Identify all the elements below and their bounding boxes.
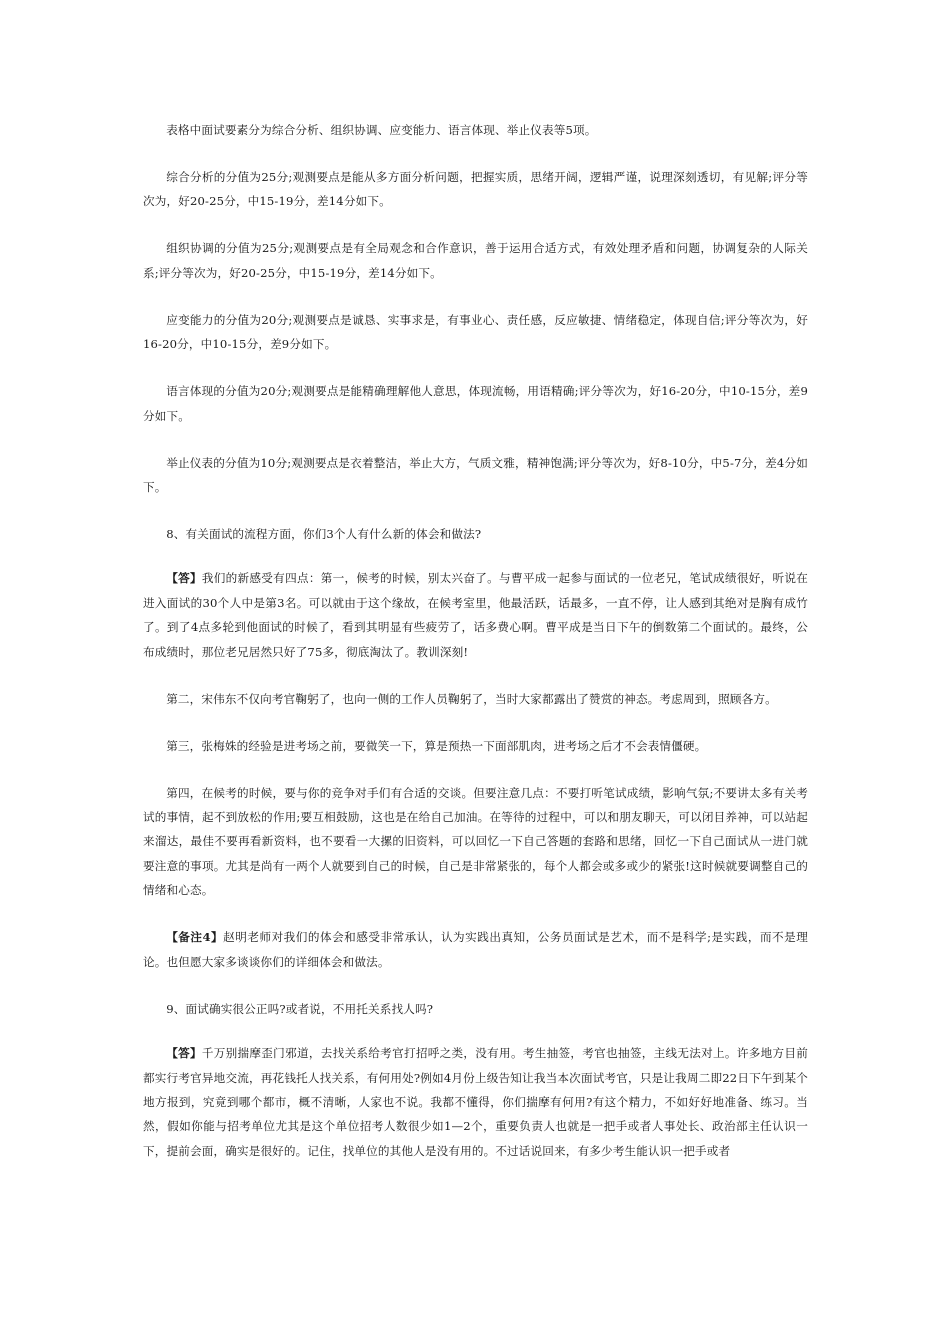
- paragraph-adaptability: 应变能力的分值为20分;观测要点是诚恳、实事求是，有事业心、责任感，反应敏捷、情绪稳定，体现自信;评分等次为，好16-20分，中10-15分，差9分如下。: [143, 312, 808, 352]
- answer-8-second-point: 第二，宋伟东不仅向考官鞠躬了，也向一侧的工作人员鞠躬了，当时大家都露出了赞赏的神态。考虑周到，照顾各方。: [166, 691, 777, 706]
- paragraph-demeanor: 举止仪表的分值为10分;观测要点是衣着整洁，举止大方，气质文雅，精神饱满;评分等次为，好8-10分，中5-7分，差4分如下。: [143, 455, 808, 495]
- answer-8-third-point: 第三，张梅姝的经验是进考场之前，要微笑一下，算是预热一下面部肌肉，进考场之后才不会表情僵硬。: [166, 738, 707, 753]
- answer-tag: 【答】: [166, 1046, 202, 1061]
- question-8: 8、有关面试的流程方面，你们3个人有什么新的体会和做法?: [166, 527, 482, 542]
- answer-8-first-point: 【答】我们的新感受有四点：第一，候考的时候，别太兴奋了。与曹平成一起参与面试的一位老兄，笔试成绩很好，听说在进入面试的30个人中是第3名。可以就由于这个缘故，在候考室里，他最活跃，话最多，一直不停，让人感到其绝对是胸有成竹了。到了4点多轮到他面试的时候了，看到其明显有些疲劳了，话多费心啊。曹平成是当日下午的倒数第二个面试的。最终，公布成绩时，那位老兄居然只好了75多，彻底淘汰了。教训深刻!: [143, 571, 809, 659]
- paragraph-comprehensive-analysis: 综合分析的分值为25分;观测要点是能从多方面分析问题，把握实质，思绪开阔，逻辑严谨，说理深刻透切，有见解;评分等次为，好20-25分，中15-19分，差14分如下。: [143, 170, 808, 209]
- answer-9: 【答】千万别揣摩歪门邪道，去找关系给考官打招呼之类，没有用。考生抽签，考官也抽签，主线无法对上。许多地方目前都实行考官异地交流，再花钱托人找关系，有何用处?例如4月份上级告知让我当本次面试考官，只是让我周二即22日下午到某个地方报到，究竟到哪个都市，概不清晰，人家也不说。我都不懂得，你们揣摩有何用?有这个精力，不如好好地准备、练习。当然，假如你能与招考单位尤其是这个单位招考人数很少如1—2个，重要负责人也就是一把手或者人事处长、政治部主任认识一下，提前会面，确实是很好的。记住，找单位的其他人是没有用的。不过话说回来，有多少考生能认识一把手或者: [143, 1046, 809, 1158]
- paragraph-organization-coordination: 组织协调的分值为25分;观测要点是有全局观念和合作意识，善于运用合适方式，有效处理矛盾和问题，协调复杂的人际关系;评分等次为，好20-25分，中15-19分，差14分如下。: [143, 241, 808, 280]
- answer-tag: 【答】: [166, 571, 202, 586]
- note-tag: 【备注4】: [166, 930, 224, 945]
- document-body: [143, 118, 808, 1186]
- question-9: 9、面试确实很公正吗?或者说，不用托关系找人吗?: [166, 1001, 434, 1016]
- paragraph-interview-elements: 表格中面试要素分为综合分析、组织协调、应变能力、语言体现、举止仪表等5项。: [166, 123, 597, 137]
- note-4: 【备注4】赵明老师对我们的体会和感受非常承认，认为实践出真知，公务员面试是艺术，而不是科学;是实践，而不是理论。也但愿大家多谈谈你们的详细体会和做法。: [143, 930, 808, 969]
- answer-8-fourth-point: 第四，在候考的时候，要与你的竞争对手们有合适的交谈。但要注意几点：不要打听笔试成绩，影响气氛;不要讲太多有关考试的事情，起不到放松的作用;要互相鼓励，这也是在给自己加油。在等待的过程中，可以和朋友聊天，可以闭目养神，可以站起来溜达，最佳不要再看新资料，也不要看一大摞的旧资料，可以回忆一下自己答题的套路和思绪，回忆一下自己面试从一进门就要注意的事项。尤其是尚有一两个人就要到自己的时候，自己是非常紧张的，每个人都会或多或少的紧张!这时候就要调整自己的情绪和心态。: [143, 785, 808, 898]
- paragraph-language-expression: 语言体现的分值为20分;观测要点是能精确理解他人意思，体现流畅，用语精确;评分等次为，好16-20分，中10-15分，差9分如下。: [143, 384, 808, 423]
